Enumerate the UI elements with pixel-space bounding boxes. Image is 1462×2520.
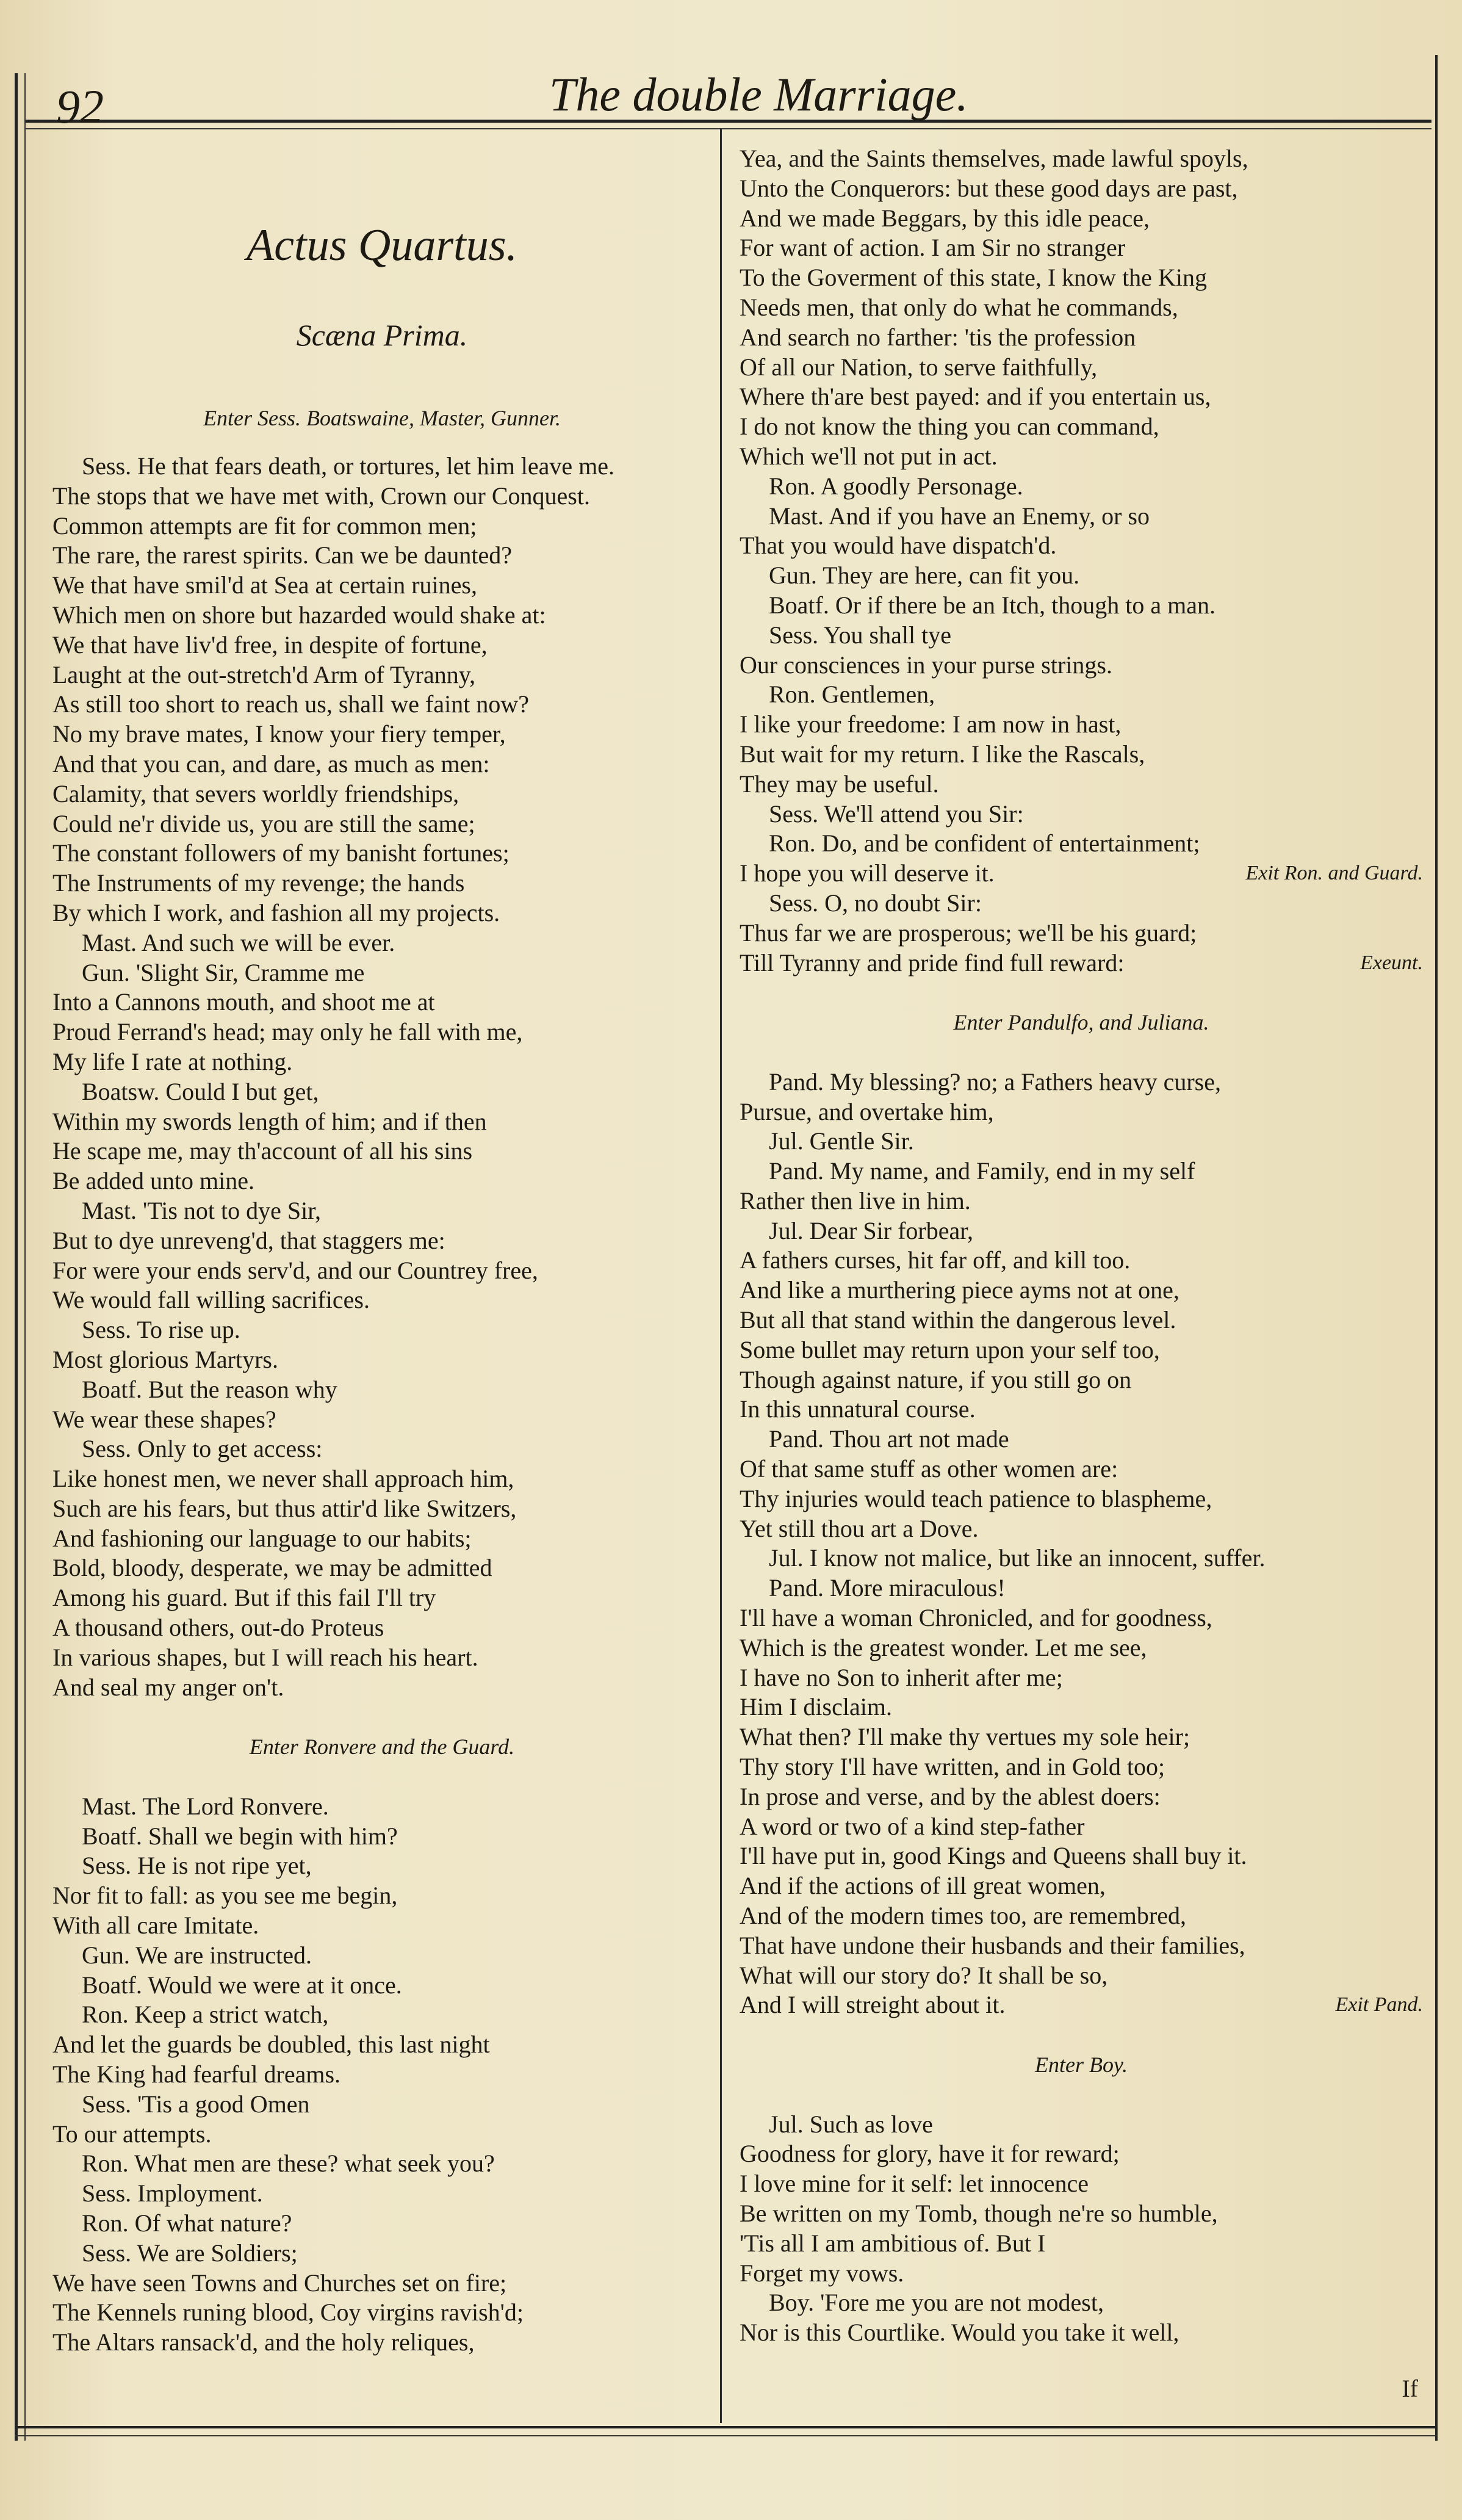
verse-line xyxy=(740,591,1423,621)
bottom-rule-thin xyxy=(15,2435,1438,2436)
verse-line xyxy=(740,204,1423,234)
verse-line xyxy=(52,2000,711,2030)
verse-line xyxy=(52,898,711,928)
verse-text: Pand. More miraculous! xyxy=(769,1574,1006,1602)
verse-text: Sess. You shall tye xyxy=(769,621,951,649)
verse-text: What will our story do? It shall be so, xyxy=(740,1961,1108,1989)
stage-direction-enter: Enter Pandulfo, and Juliana. xyxy=(953,1010,1209,1035)
verse-line xyxy=(52,1792,711,1822)
verse-line xyxy=(52,1583,711,1613)
catchword: If xyxy=(1402,2375,1418,2402)
verse-text: A fathers curses, hit far off, and kill too. xyxy=(740,1246,1131,1274)
verse-line xyxy=(740,1841,1423,1871)
verse-text: Jul. I know not malice, but like an innocent, suffer. xyxy=(769,1544,1266,1572)
verse-line xyxy=(740,1335,1423,1365)
verse-line xyxy=(740,829,1423,859)
verse-line xyxy=(740,1514,1423,1544)
verse-line xyxy=(52,2090,711,2120)
verse-text: Jul. Gentle Sir. xyxy=(769,1127,914,1155)
verse-text: I'll have a woman Chronicled, and for goodness, xyxy=(740,1604,1212,1632)
verse-line xyxy=(52,1673,711,1703)
verse-line xyxy=(52,779,711,809)
verse-line xyxy=(740,1186,1423,1216)
verse-line xyxy=(740,144,1423,174)
verse-line xyxy=(740,1871,1423,1901)
verse-text: I love mine for it self: let innocence xyxy=(740,2170,1089,2198)
verse-text: Sess. Only to get access: xyxy=(82,1435,323,1463)
verse-text: Where th'are best payed: and if you entertain us, xyxy=(740,383,1211,411)
verse-text: And we made Beggars, by this idle peace, xyxy=(740,204,1150,232)
verse-text: By which I work, and fashion all my projects. xyxy=(52,898,500,926)
verse-line xyxy=(740,1454,1423,1484)
verse-line xyxy=(52,452,711,482)
verse-line xyxy=(52,2149,711,2179)
verse-text: Could ne'r divide us, you are still the same; xyxy=(52,809,475,837)
verse-text: Of that same stuff as other women are: xyxy=(740,1455,1118,1483)
verse-text: Gun. They are here, can fit you. xyxy=(769,561,1080,590)
verse-line xyxy=(52,541,711,571)
verse-line xyxy=(740,412,1423,442)
verse-line xyxy=(740,1901,1423,1931)
verse-text: But all that stand within the dangerous level. xyxy=(740,1306,1176,1334)
verse-line xyxy=(740,1395,1423,1424)
verse-text: Of all our Nation, to serve faithfully, xyxy=(740,353,1098,381)
verse-line xyxy=(740,1365,1423,1395)
verse-line xyxy=(52,1017,711,1047)
verse-line xyxy=(740,621,1423,651)
verse-text: Sess. Imployment. xyxy=(82,2179,263,2208)
verse-text: Most glorious Martyrs. xyxy=(52,1345,278,1373)
verse-text: Laught at the out-stretch'd Arm of Tyranny, xyxy=(52,660,476,688)
verse-line xyxy=(52,1613,711,1643)
verse-line xyxy=(740,2110,1423,2140)
verse-line xyxy=(52,2030,711,2060)
verse-text: Gun. We are instructed. xyxy=(82,1941,312,1969)
verse-text: Some bullet may return upon your self too, xyxy=(740,1335,1160,1363)
verse-text: Be added unto mine. xyxy=(52,1167,255,1195)
verse-text: Gun. 'Slight Sir, Cramme me xyxy=(82,958,365,986)
verse-line xyxy=(52,958,711,988)
verse-text: Pand. Thou art not made xyxy=(769,1425,1009,1453)
running-title: The double Marriage. xyxy=(549,68,968,121)
verse-text: Like honest men, we never shall approach him, xyxy=(52,1465,514,1493)
verse-line xyxy=(740,1424,1423,1454)
verse-text: With all care Imitate. xyxy=(52,1912,259,1940)
verse-text: And if the actions of ill great women, xyxy=(740,1872,1106,1900)
verse-line xyxy=(740,1067,1423,1097)
verse-line xyxy=(740,293,1423,323)
column-divider xyxy=(720,128,722,2423)
verse-text: My life I rate at nothing. xyxy=(52,1047,293,1075)
act-title: Actus Quartus. xyxy=(247,220,517,270)
verse-text: Mast. The Lord Ronvere. xyxy=(82,1792,329,1820)
verse-line xyxy=(52,1881,711,1911)
verse-line xyxy=(740,919,1423,948)
verse-text: The constant followers of my banisht fortunes; xyxy=(52,839,510,867)
verse-line xyxy=(740,1692,1423,1722)
verse-text: Mast. And if you have an Enemy, or so xyxy=(769,502,1150,530)
verse-line xyxy=(52,2120,711,2150)
verse-line xyxy=(52,2269,711,2298)
left-rule xyxy=(15,73,18,2441)
verse-line xyxy=(740,1216,1423,1246)
verse-text: And search no farther: 'tis the profession xyxy=(740,323,1136,351)
verse-text: Ron. Of what nature? xyxy=(82,2209,292,2237)
verse-text: Ron. What men are these? what seek you? xyxy=(82,2150,495,2178)
verse-text: No my brave mates, I know your fiery temper, xyxy=(52,720,506,748)
verse-text: Sess. To rise up. xyxy=(82,1316,240,1344)
verse-line xyxy=(740,800,1423,829)
verse-line xyxy=(52,720,711,749)
verse-line xyxy=(740,2229,1423,2259)
verse-text: Boatf. But the reason why xyxy=(82,1375,337,1403)
verse-text: I have no Son to inherit after me; xyxy=(740,1663,1063,1691)
verse-text: For were your ends serv'd, and our Countrey free, xyxy=(52,1256,538,1284)
verse-text: 'Tis all I am ambitious of. But I xyxy=(740,2229,1046,2257)
verse-text: Boatf. Shall we begin with him? xyxy=(82,1822,398,1850)
verse-text: Nor is this Courtlike. Would you take it well, xyxy=(740,2319,1179,2347)
verse-text: We have seen Towns and Churches set on fire; xyxy=(52,2269,507,2297)
verse-text: Proud Ferrand's head; may only he fall with me, xyxy=(52,1018,523,1046)
verse-text: And seal my anger on't. xyxy=(52,1673,284,1701)
verse-line xyxy=(740,2199,1423,2229)
verse-line xyxy=(52,1524,711,1554)
verse-line xyxy=(740,233,1423,263)
verse-text: That have undone their husbands and their families, xyxy=(740,1931,1245,1959)
verse-line xyxy=(52,2060,711,2090)
verse-text: And of the modern times too, are remembred, xyxy=(740,1902,1186,1930)
verse-text: Calamity, that severs worldly friendships, xyxy=(52,779,459,807)
verse-line xyxy=(740,1127,1423,1157)
verse-line xyxy=(52,868,711,898)
verse-line xyxy=(740,353,1423,383)
verse-line xyxy=(740,1931,1423,1961)
scene-title: Scæna Prima. xyxy=(296,318,468,352)
page-number: 92 xyxy=(56,80,104,133)
verse-line xyxy=(740,1484,1423,1514)
verse-text: Rather then live in him. xyxy=(740,1186,971,1215)
verse-text: We that have liv'd free, in despite of fortune, xyxy=(52,630,488,659)
verse-line xyxy=(52,1107,711,1137)
spacer xyxy=(52,1762,711,1792)
verse-text: And like a murthering piece ayms not at one, xyxy=(740,1276,1179,1304)
verse-line xyxy=(52,1256,711,1286)
stage-direction-exit: Exit Pand. xyxy=(1335,1993,1423,2016)
verse-line xyxy=(740,1246,1423,1276)
verse-text: A thousand others, out-do Proteus xyxy=(52,1614,384,1642)
verse-line xyxy=(740,710,1423,740)
verse-line xyxy=(52,2328,711,2358)
verse-line xyxy=(52,1226,711,1256)
verse-line xyxy=(52,1136,711,1166)
verse-line xyxy=(52,1166,711,1196)
verse-text: Sess. We are Soldiers; xyxy=(82,2239,298,2267)
verse-line xyxy=(52,1077,711,1107)
stage-direction-enter: Enter Sess. Boatswaine, Master, Gunner. xyxy=(203,406,561,430)
verse-line xyxy=(52,749,711,779)
verse-line xyxy=(52,2298,711,2328)
verse-line xyxy=(740,263,1423,293)
verse-line xyxy=(52,2179,711,2209)
verse-line xyxy=(52,1375,711,1405)
verse-line xyxy=(52,1911,711,1941)
verse-text: Yet still thou art a Dove. xyxy=(740,1514,979,1542)
verse-text: Ron. Keep a strict watch, xyxy=(82,2001,329,2029)
verse-line xyxy=(52,2239,711,2269)
verse-text: In this unnatural course. xyxy=(740,1395,976,1423)
verse-line xyxy=(740,1782,1423,1812)
verse-line xyxy=(740,1305,1423,1335)
verse-line xyxy=(52,1405,711,1435)
verse-text: Unto the Conquerors: but these good days are past, xyxy=(740,174,1238,202)
verse-text: And fashioning our language to our habits; xyxy=(52,1524,472,1552)
verse-text: But to dye unreveng'd, that staggers me: xyxy=(52,1226,445,1254)
spacer xyxy=(740,978,1423,1008)
verse-line xyxy=(740,323,1423,353)
verse-text: I hope you will deserve it. xyxy=(740,859,995,887)
verse-line xyxy=(52,1047,711,1077)
verse-line xyxy=(740,740,1423,770)
verse-line xyxy=(740,382,1423,412)
verse-text: Mast. 'Tis not to dye Sir, xyxy=(82,1196,321,1224)
verse-text: Nor fit to fall: as you see me begin, xyxy=(52,1882,398,1910)
verse-text: Thy story I'll have written, and in Gold too; xyxy=(740,1753,1165,1781)
verse-line xyxy=(740,889,1423,919)
verse-text: Common attempts are fit for common men; xyxy=(52,511,477,540)
verse-line xyxy=(740,2259,1423,2289)
verse-text: Jul. Such as love xyxy=(769,2110,933,2138)
verse-line xyxy=(740,1573,1423,1603)
verse-text: In prose and verse, and by the ablest doers: xyxy=(740,1782,1161,1810)
verse-line xyxy=(52,601,711,630)
verse-line xyxy=(52,511,711,541)
verse-line xyxy=(52,1345,711,1375)
verse-text: Thy injuries would teach patience to blaspheme, xyxy=(740,1484,1212,1512)
verse-line xyxy=(740,651,1423,681)
verse-text: Sess. 'Tis a good Omen xyxy=(82,2090,310,2118)
right-column xyxy=(740,144,1423,2348)
verse-line xyxy=(740,174,1423,204)
verse-text: Pand. My blessing? no; a Fathers heavy curse, xyxy=(769,1067,1221,1096)
verse-text: Forget my vows. xyxy=(740,2259,904,2287)
verse-text: Yea, and the Saints themselves, made lawful spoyls, xyxy=(740,145,1248,172)
verse-line xyxy=(52,1851,711,1881)
verse-text: And let the guards be doubled, this last night xyxy=(52,2031,490,2059)
verse-text: Sess. He that fears death, or tortures, let him leave me. xyxy=(82,452,615,480)
verse-line xyxy=(740,1663,1423,1693)
verse-text: Within my swords length of him; and if then xyxy=(52,1107,487,1135)
verse-line xyxy=(740,531,1423,561)
verse-text: Till Tyranny and pride find full reward: xyxy=(740,948,1125,977)
verse-text: And that you can, and dare, as much as men: xyxy=(52,749,490,778)
verse-text: Such are his fears, but thus attir'd like Switzers, xyxy=(52,1494,517,1522)
verse-line xyxy=(740,1961,1423,1991)
verse-line xyxy=(52,660,711,690)
verse-text: But wait for my return. I like the Rascals, xyxy=(740,740,1145,768)
verse-text: Which is the greatest wonder. Let me see, xyxy=(740,1633,1147,1661)
verse-line xyxy=(52,690,711,720)
verse-line xyxy=(740,1633,1423,1663)
verse-text: He scape me, may th'account of all his sins xyxy=(52,1137,473,1165)
verse-line xyxy=(52,1494,711,1524)
verse-line xyxy=(740,1752,1423,1782)
verse-text: The Altars ransack'd, and the holy reliques, xyxy=(52,2328,475,2356)
verse-line xyxy=(52,1941,711,1971)
verse-text: The Kennels runing blood, Coy virgins ravish'd; xyxy=(52,2298,524,2327)
verse-line xyxy=(52,571,711,601)
verse-text: The stops that we have met with, Crown our Conquest. xyxy=(52,482,590,510)
verse-text: I'll have put in, good Kings and Queens shall buy it. xyxy=(740,1842,1247,1870)
verse-text: Boatsw. Could I but get, xyxy=(82,1077,319,1105)
stage-direction-exit: Exeunt. xyxy=(1360,951,1423,974)
left-rule-thin xyxy=(24,73,26,2441)
verse-text: In various shapes, but I will reach his heart. xyxy=(52,1643,478,1671)
verse-line xyxy=(52,1822,711,1852)
verse-line xyxy=(740,2139,1423,2169)
verse-line xyxy=(52,1553,711,1583)
verse-text: Though against nature, if you still go on xyxy=(740,1365,1132,1393)
verse-line xyxy=(52,839,711,868)
stage-direction-exit: Exit Ron. and Guard. xyxy=(1245,862,1423,885)
verse-line xyxy=(52,2209,711,2239)
verse-text: A word or two of a kind step-father xyxy=(740,1812,1085,1840)
verse-line xyxy=(740,1276,1423,1305)
verse-text: To our attempts. xyxy=(52,2120,212,2148)
verse-line xyxy=(52,1434,711,1464)
verse-line xyxy=(740,1543,1423,1573)
verse-text: Needs men, that only do what he commands, xyxy=(740,293,1178,321)
verse-text: They may be useful. xyxy=(740,770,939,798)
verse-line xyxy=(740,1097,1423,1127)
verse-text: I do not know the thing you can command, xyxy=(740,413,1159,441)
verse-line xyxy=(740,1157,1423,1186)
verse-line xyxy=(740,1812,1423,1842)
verse-line xyxy=(52,1464,711,1494)
verse-line xyxy=(740,502,1423,532)
verse-line xyxy=(740,1990,1423,2020)
bottom-rule xyxy=(15,2426,1438,2428)
verse-line xyxy=(740,561,1423,591)
verse-line xyxy=(740,680,1423,710)
verse-text: Ron. A goodly Personage. xyxy=(769,472,1023,500)
verse-text: We that have smil'd at Sea at certain ruines, xyxy=(52,571,477,599)
verse-text: Among his guard. But if this fail I'll try xyxy=(52,1584,436,1612)
verse-line xyxy=(740,859,1423,889)
verse-line xyxy=(740,472,1423,502)
verse-line xyxy=(52,987,711,1017)
verse-text: Pand. My name, and Family, end in my self xyxy=(769,1157,1195,1185)
verse-text: Him I disclaim. xyxy=(740,1693,892,1721)
verse-text: Sess. He is not ripe yet, xyxy=(82,1852,312,1880)
verse-text: For want of action. I am Sir no stranger xyxy=(740,234,1126,262)
verse-text: Bold, bloody, desperate, we may be admitted xyxy=(52,1554,492,1582)
verse-text: Boatf. Or if there be an Itch, though to a man. xyxy=(769,591,1215,619)
verse-line xyxy=(52,1971,711,2001)
verse-line xyxy=(52,1196,711,1226)
verse-text: Boy. 'Fore me you are not modest, xyxy=(769,2289,1104,2317)
verse-line xyxy=(52,1285,711,1315)
verse-text: That you would have dispatch'd. xyxy=(740,532,1057,560)
verse-text: Which men on shore but hazarded would shake at: xyxy=(52,601,546,629)
verse-text: Sess. We'll attend you Sir: xyxy=(769,800,1024,828)
right-rule xyxy=(1435,55,1438,2441)
verse-text: Ron. Gentlemen, xyxy=(769,681,935,709)
verse-line xyxy=(740,1603,1423,1633)
verse-text: Boatf. Would we were at it once. xyxy=(82,1971,402,1999)
verse-text: Our consciences in your purse strings. xyxy=(740,651,1112,679)
verse-text: Ron. Do, and be confident of entertainment; xyxy=(769,829,1200,857)
verse-text: Goodness for glory, have it for reward; xyxy=(740,2140,1120,2168)
verse-line xyxy=(740,1722,1423,1752)
verse-text: Mast. And such we will be ever. xyxy=(82,928,395,956)
verse-line xyxy=(740,948,1423,978)
verse-text: As still too short to reach us, shall we faint now? xyxy=(52,690,529,718)
verse-text: The rare, the rarest spirits. Can we be daunted? xyxy=(52,541,513,569)
top-rule-thin xyxy=(24,128,1431,129)
verse-text: Be written on my Tomb, though ne're so humble, xyxy=(740,2199,1218,2227)
spacer xyxy=(740,1038,1423,1067)
verse-text: We would fall willing sacrifices. xyxy=(52,1286,370,1314)
verse-text: What then? I'll make thy vertues my sole heir; xyxy=(740,1723,1190,1751)
verse-text: The King had fearful dreams. xyxy=(52,2060,341,2089)
spacer xyxy=(52,1702,711,1732)
verse-text: Thus far we are prosperous; we'll be his guard; xyxy=(740,919,1197,947)
verse-text: To the Goverment of this state, I know the King xyxy=(740,264,1207,292)
verse-text: Jul. Dear Sir forbear, xyxy=(769,1216,973,1244)
verse-line xyxy=(740,2318,1423,2348)
stage-direction-enter: Enter Ronvere and the Guard. xyxy=(249,1735,515,1760)
verse-line xyxy=(52,1643,711,1673)
verse-line xyxy=(740,2288,1423,2318)
verse-line xyxy=(52,809,711,839)
verse-text: And I will streight about it. xyxy=(740,1991,1006,2019)
verse-text: Sess. O, no doubt Sir: xyxy=(769,889,982,917)
stage-direction-enter: Enter Boy. xyxy=(1035,2052,1128,2077)
verse-line xyxy=(52,482,711,511)
verse-text: Into a Cannons mouth, and shoot me at xyxy=(52,988,435,1016)
left-column xyxy=(52,452,711,2358)
spacer xyxy=(740,2020,1423,2050)
verse-line xyxy=(52,928,711,958)
verse-line xyxy=(740,2169,1423,2199)
verse-text: Pursue, and overtake him, xyxy=(740,1097,994,1125)
verse-line xyxy=(740,442,1423,472)
verse-line xyxy=(52,1315,711,1345)
verse-text: The Instruments of my revenge; the hands xyxy=(52,869,465,897)
spacer xyxy=(740,2080,1423,2110)
verse-text: I like your freedome: I am now in hast, xyxy=(740,710,1122,738)
verse-line xyxy=(52,630,711,660)
verse-text: Which we'll not put in act. xyxy=(740,442,998,470)
verse-text: We wear these shapes? xyxy=(52,1405,276,1433)
verse-line xyxy=(740,770,1423,800)
